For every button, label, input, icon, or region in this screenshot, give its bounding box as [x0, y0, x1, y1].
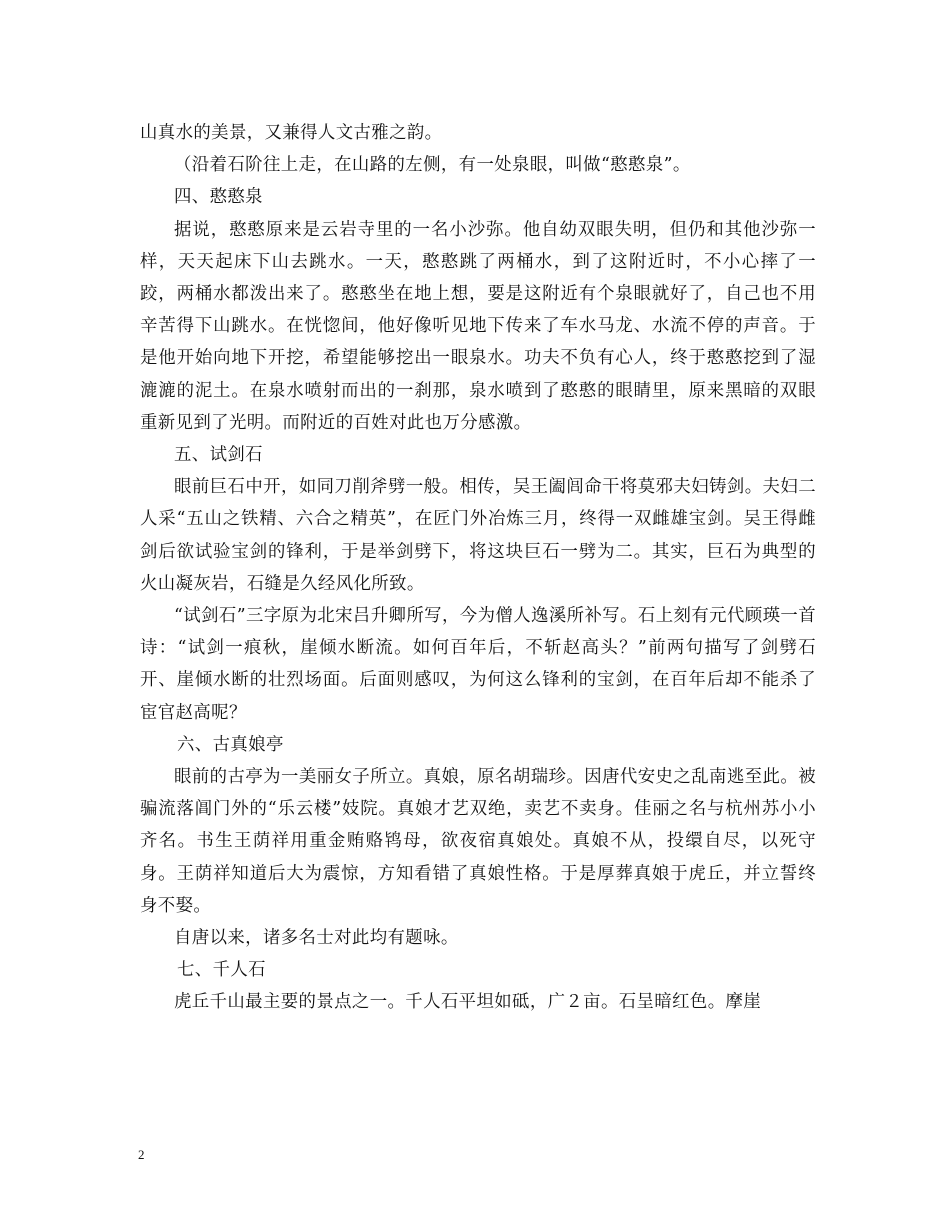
- paragraph-sword-stone-inscription: “试剑石”三字原为北宋吕升卿所写，今为僧人逸溪所补写。石上刻有元代顾瑛一首诗：“试剑一痕秋，崖倾水断流。如何百年后，不斩赵高头？”前两句描写了剑劈石开、崖倾水断的壮烈场面。后面则感叹，为何这么锋利的宝剑，在百年后却不能杀了宦官赵高呢？: [140, 606, 816, 723]
- paragraph-sword-stone-legend: 眼前巨石中开，如同刀削斧劈一般。相传，吴王阖闾命干将莫邪夫妇铸剑。夫妇二人采“五山之铁精、六合之精英”，在匠门外冶炼三月，终得一双雌雄宝剑。吴王得雌剑后欲试验宝剑的锋利，于是举剑劈下，将这块巨石一劈为二。其实，巨石为典型的火山凝灰岩，石缝是久经风化所致。: [140, 477, 816, 594]
- paragraph-thousand-people-stone: 虎丘千山最主要的景点之一。千人石平坦如砥，广２亩。石呈暗红色。摩崖: [174, 992, 762, 1013]
- paragraph-continuation: 山真水的美景，又兼得人文古雅之韵。: [140, 123, 443, 143]
- page-number: 2: [138, 1147, 145, 1162]
- paragraph-poems: 自唐以来，诸多名士对此均有题咏。: [174, 928, 459, 949]
- paragraph-stage-direction: （沿着石阶往上走，在山路的左侧，有一处泉眼，叫做“憨憨泉”。: [174, 155, 691, 176]
- body-text: [140, 117, 816, 1019]
- section-heading-thousand-people-stone: 七、千人石: [177, 960, 266, 981]
- section-heading-hanhan-spring: 四、憨憨泉: [174, 187, 263, 208]
- paragraph-hanhan-spring: 据说，憨憨原来是云岩寺里的一名小沙弥。他自幼双眼失明，但仍和其他沙弥一样，天天起床下山去跳水。一天，憨憨跳了两桶水，到了这附近时，不小心摔了一跤，两桶水都泼出来了。憨憨坐在地上想，要是这附近有个泉眼就好了，自己也不用辛苦得下山跳水。在恍惚间，他好像听见地下传来了车水马龙、水流不停的声音。于是他开始向地下开挖，希望能够挖出一眼泉水。功夫不负有心人，终于憨憨挖到了湿漉漉的泥土。在泉水喷射而出的一刹那，泉水喷到了憨憨的眼睛里，原来黑暗的双眼重新见到了光明。而附近的百姓对此也万分感激。: [140, 219, 816, 433]
- section-heading-zhenniang-pavilion: 六、古真娘亭: [177, 734, 284, 755]
- section-heading-sword-stone: 五、试剑石: [174, 445, 263, 466]
- paragraph-zhenniang-pavilion: 眼前的古亭为一美丽女子所立。真娘，原名胡瑞珍。因唐代安史之乱南逃至此。被骗流落阊门外的“乐云楼”妓院。真娘才艺双绝，卖艺不卖身。佳丽之名与杭州苏小小齐名。书生王荫祥用重金贿赂鸨母，欲夜宿真娘处。真娘不从，投缳自尽，以死守身。王荫祥知道后大为震惊，方知看错了真娘性格。于是厚葬真娘于虎丘，并立誓终身不娶。: [140, 767, 816, 916]
